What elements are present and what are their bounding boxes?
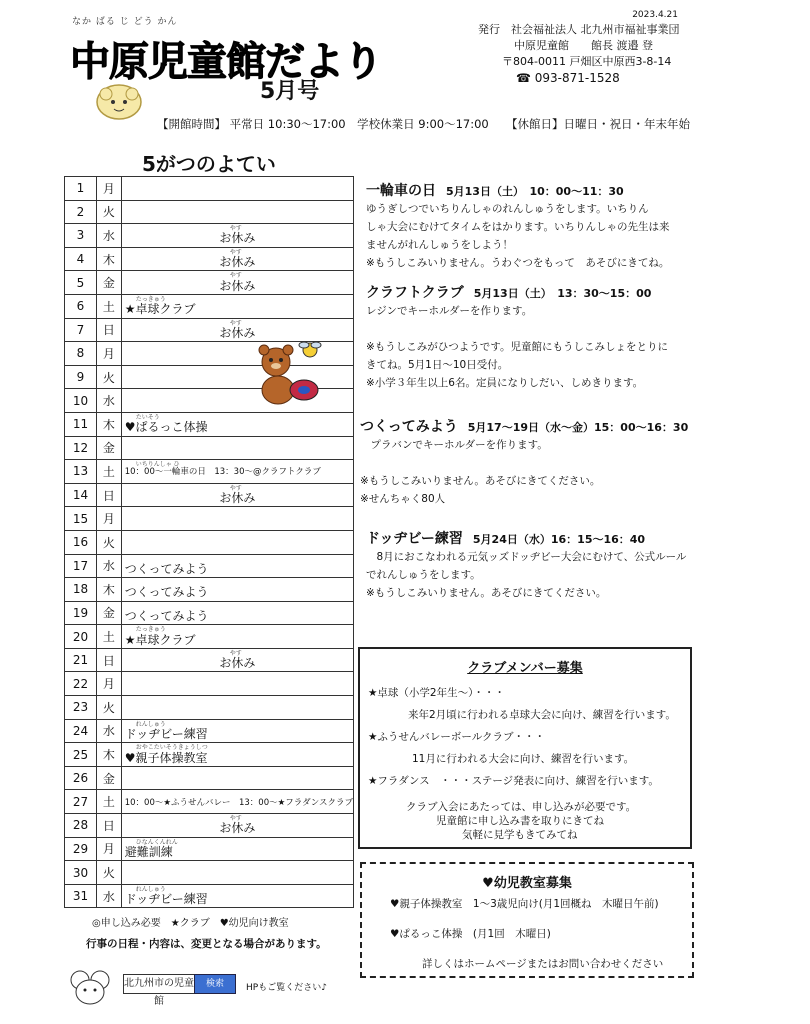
schedule-event: ドッヂビー練習 bbox=[124, 892, 208, 907]
schedule-day: 19 bbox=[65, 601, 97, 625]
section-line bbox=[366, 320, 706, 338]
schedule-weekday: 土 bbox=[96, 790, 121, 814]
schedule-row bbox=[65, 460, 354, 484]
section-body bbox=[366, 302, 706, 392]
schedule-event-cell bbox=[121, 766, 353, 790]
section-line: レジンでキーホルダーを作ります。 bbox=[366, 305, 533, 317]
schedule-event-cell bbox=[121, 837, 353, 861]
schedule-event-cell bbox=[121, 648, 353, 672]
section-body bbox=[360, 436, 706, 508]
schedule-day: 27 bbox=[65, 790, 97, 814]
schedule-event-cell bbox=[121, 177, 353, 201]
schedule-event: 10：00～一輪車の日 13：30～@クラフトクラブ bbox=[124, 467, 321, 478]
schedule-event-cell bbox=[121, 696, 353, 720]
schedule-row bbox=[65, 294, 354, 318]
club-recruit-box bbox=[358, 647, 692, 849]
schedule-day: 25 bbox=[65, 743, 97, 767]
schedule-legend: ◎申し込み必要 ★クラブ ♥幼児向け教室 bbox=[92, 918, 289, 929]
schedule-day: 15 bbox=[65, 507, 97, 531]
section-date: 5月24日（水）16：15～16：40 bbox=[472, 533, 646, 546]
schedule-event bbox=[122, 445, 353, 450]
schedule-day: 26 bbox=[65, 766, 97, 790]
schedule-weekday: 土 bbox=[96, 625, 121, 649]
event-ruby: たっきゅう bbox=[135, 295, 166, 303]
schedule-day: 22 bbox=[65, 672, 97, 696]
schedule-row bbox=[65, 530, 354, 554]
schedule-day: 20 bbox=[65, 625, 97, 649]
schedule-weekday: 水 bbox=[96, 224, 121, 248]
schedule-title: 5がつのよてい bbox=[142, 152, 276, 176]
schedule-row bbox=[65, 554, 354, 578]
schedule-day: 4 bbox=[65, 247, 97, 271]
schedule-event-cell bbox=[121, 294, 353, 318]
schedule-event: お休み bbox=[219, 278, 256, 293]
section-line: きてね。5月1日～10日受付。 bbox=[366, 359, 509, 371]
schedule-note: 行事の日程・内容は、変更となる場合があります。 bbox=[86, 938, 327, 950]
schedule-day: 16 bbox=[65, 530, 97, 554]
schedule-row bbox=[65, 648, 354, 672]
schedule-event-cell bbox=[121, 861, 353, 885]
schedule-event: ドッヂビー練習 bbox=[124, 726, 208, 741]
schedule-event bbox=[122, 209, 353, 214]
section-date: 5月17～19日（水～金）15：00～16：30 bbox=[467, 421, 689, 434]
event-ruby: やす bbox=[229, 319, 242, 327]
schedule-weekday: 水 bbox=[96, 884, 121, 908]
schedule-weekday: 水 bbox=[96, 719, 121, 743]
section-line: ※もうしこみいりません。あそびにきてください。 bbox=[360, 475, 601, 487]
section-line: ※もうしこみいりません。あそびにきてください。 bbox=[366, 587, 607, 599]
schedule-event-cell bbox=[121, 578, 353, 602]
schedule-event bbox=[122, 516, 353, 521]
schedule-event-cell bbox=[121, 672, 353, 696]
sheep-mascot-icon bbox=[94, 80, 144, 122]
schedule-row bbox=[65, 766, 354, 790]
schedule-weekday: 月 bbox=[96, 342, 121, 366]
schedule-day: 3 bbox=[65, 224, 97, 248]
schedule-event-cell bbox=[121, 601, 353, 625]
schedule-weekday: 日 bbox=[96, 648, 121, 672]
newsletter-title: 中原児童館だより bbox=[70, 39, 382, 85]
section-line: プラバンでキーホルダーを作ります。 bbox=[360, 439, 548, 451]
schedule-event: お休み bbox=[219, 491, 256, 506]
event-ruby: やす bbox=[229, 649, 242, 657]
schedule-event-cell bbox=[121, 460, 353, 484]
schedule-event bbox=[122, 186, 353, 191]
event-ruby: たっきゅう bbox=[135, 626, 166, 634]
club-note: クラブ入会にあたっては、申し込みが必要です。 bbox=[406, 801, 637, 813]
schedule-event-cell bbox=[121, 200, 353, 224]
schedule-weekday: 金 bbox=[96, 436, 121, 460]
section-line: ※もうしこみいりません。うわぐつをもって あそびにきてね。 bbox=[366, 257, 670, 269]
schedule-weekday: 火 bbox=[96, 530, 121, 554]
section-line bbox=[360, 454, 706, 472]
schedule-event: お休み bbox=[219, 231, 256, 246]
section-line: ※小学３年生以上6名。定員になりしだい、しめきります。 bbox=[366, 377, 644, 389]
schedule-event-cell bbox=[121, 483, 353, 507]
schedule-weekday: 水 bbox=[96, 554, 121, 578]
schedule-row bbox=[65, 200, 354, 224]
schedule-row bbox=[65, 625, 354, 649]
schedule-event: ★卓球クラブ bbox=[124, 632, 196, 647]
kids-note: 詳しくはホームページまたはお問い合わせください bbox=[422, 958, 664, 970]
schedule-event: ♥親子体操教室 bbox=[124, 750, 208, 765]
schedule-event-cell bbox=[121, 884, 353, 908]
schedule-day: 2 bbox=[65, 200, 97, 224]
schedule-row bbox=[65, 578, 354, 602]
schedule-weekday: 金 bbox=[96, 271, 121, 295]
schedule-event: つくってみよう bbox=[124, 608, 209, 623]
section-title: クラフトクラブ bbox=[366, 285, 464, 301]
kids-item: ♥親子体操教室 1～3歳児向け(月1回概ね 木曜日午前) bbox=[390, 898, 659, 910]
schedule-day: 13 bbox=[65, 460, 97, 484]
club-note: 気軽に見学もきてみてね bbox=[462, 829, 578, 841]
schedule-day: 11 bbox=[65, 412, 97, 436]
phone-icon: ☎ bbox=[516, 71, 535, 85]
schedule-day: 10 bbox=[65, 389, 97, 413]
schedule-day: 7 bbox=[65, 318, 97, 342]
schedule-row bbox=[65, 884, 354, 908]
publisher-line: 発行 社会福祉法人 北九州市福祉事業団 bbox=[478, 23, 680, 36]
schedule-day: 12 bbox=[65, 436, 97, 460]
schedule-day: 6 bbox=[65, 294, 97, 318]
schedule-day: 23 bbox=[65, 696, 97, 720]
schedule-row bbox=[65, 743, 354, 767]
opening-hours: 【開館時間】 平常日 10:30～17:00 学校休業日 9:00～17:00 【休館日】日曜日・祝日・年末年始 bbox=[157, 117, 690, 131]
schedule-event: お休み bbox=[219, 325, 256, 340]
section-line: でれんしゅうをします。 bbox=[366, 569, 481, 581]
schedule-row bbox=[65, 719, 354, 743]
section-tsukutte bbox=[360, 416, 706, 508]
schedule-weekday: 月 bbox=[96, 507, 121, 531]
schedule-event bbox=[122, 681, 353, 686]
section-body bbox=[366, 200, 706, 272]
schedule-weekday: 火 bbox=[96, 200, 121, 224]
schedule-table bbox=[64, 176, 354, 908]
section-date: 5月13日（土） 10：00～11：30 bbox=[446, 185, 624, 198]
club-item-desc: 来年2月頃に行われる卓球大会に向け、練習を行います。 bbox=[408, 709, 676, 721]
schedule-weekday: 月 bbox=[96, 177, 121, 201]
schedule-row bbox=[65, 672, 354, 696]
schedule-day: 5 bbox=[65, 271, 97, 295]
schedule-event: ♥ぱるっこ体操 bbox=[124, 420, 208, 435]
club-item: ★卓球（小学2年生～）・・・ bbox=[368, 687, 505, 699]
schedule-event: 避難訓練 bbox=[124, 844, 173, 859]
schedule-row bbox=[65, 224, 354, 248]
section-line: しゃ大会にむけてタイムをはかります。いちりんしゃの先生は来 bbox=[366, 221, 670, 233]
schedule-day: 28 bbox=[65, 814, 97, 838]
event-ruby: れんしゅう bbox=[135, 885, 166, 893]
schedule-weekday: 火 bbox=[96, 696, 121, 720]
schedule-row bbox=[65, 696, 354, 720]
event-ruby: たいそう bbox=[135, 413, 160, 421]
schedule-weekday: 月 bbox=[96, 837, 121, 861]
schedule-day: 18 bbox=[65, 578, 97, 602]
schedule-weekday: 日 bbox=[96, 318, 121, 342]
schedule-row bbox=[65, 837, 354, 861]
kids-class-box bbox=[360, 862, 694, 978]
hp-text: HPもご覧ください♪ bbox=[246, 983, 327, 993]
schedule-event: ★卓球クラブ bbox=[124, 302, 196, 317]
schedule-weekday: 木 bbox=[96, 743, 121, 767]
schedule-row bbox=[65, 436, 354, 460]
schedule-row bbox=[65, 601, 354, 625]
section-title: つくってみよう bbox=[360, 419, 458, 435]
event-ruby: やす bbox=[229, 225, 242, 233]
schedule-weekday: 火 bbox=[96, 365, 121, 389]
publisher-line: 中原児童館 館長 渡邉 登 bbox=[514, 39, 653, 52]
club-item-desc: 11月に行われる大会に向け、練習を行います。 bbox=[412, 753, 635, 765]
schedule-event-cell bbox=[121, 247, 353, 271]
schedule-row bbox=[65, 483, 354, 507]
event-ruby: やす bbox=[229, 272, 242, 280]
schedule-day: 8 bbox=[65, 342, 97, 366]
schedule-weekday: 日 bbox=[96, 814, 121, 838]
schedule-event-cell bbox=[121, 554, 353, 578]
schedule-day: 31 bbox=[65, 884, 97, 908]
schedule-day: 21 bbox=[65, 648, 97, 672]
schedule-event-cell bbox=[121, 436, 353, 460]
section-date: 5月13日（土） 13：30～15：00 bbox=[473, 287, 652, 300]
schedule-event-cell bbox=[121, 271, 353, 295]
schedule-event-cell bbox=[121, 814, 353, 838]
schedule-event-cell bbox=[121, 719, 353, 743]
schedule-row bbox=[65, 177, 354, 201]
schedule-event-cell bbox=[121, 507, 353, 531]
schedule-event-cell bbox=[121, 530, 353, 554]
schedule-event: お休み bbox=[219, 656, 256, 671]
schedule-event bbox=[122, 776, 353, 781]
section-line: ませんがれんしゅうをしよう！ bbox=[366, 239, 513, 251]
bear-bee-illustration-icon bbox=[252, 338, 330, 416]
schedule-row bbox=[65, 790, 354, 814]
issue-label: 5月号 bbox=[260, 79, 320, 104]
issue-date: 2023.4.21 bbox=[632, 10, 678, 20]
schedule-day: 1 bbox=[65, 177, 97, 201]
schedule-weekday: 木 bbox=[96, 247, 121, 271]
schedule-row bbox=[65, 271, 354, 295]
club-item: ★フラダンス ・・・ステージ発表に向け、練習を行います。 bbox=[368, 775, 659, 787]
schedule-row bbox=[65, 814, 354, 838]
section-title: ドッヂビー練習 bbox=[366, 531, 463, 547]
schedule-weekday: 金 bbox=[96, 601, 121, 625]
schedule-weekday: 木 bbox=[96, 412, 121, 436]
section-line: ※もうしこみがひつようです。児童館にもうしこみしょをとりに bbox=[366, 341, 668, 353]
schedule-row bbox=[65, 247, 354, 271]
schedule-day: 9 bbox=[65, 365, 97, 389]
kids-item: ♥ぱるっこ体操 (月1回 木曜日) bbox=[390, 928, 551, 940]
schedule-event bbox=[122, 540, 353, 545]
section-line: ゆうぎしつでいちりんしゃのれんしゅうをします。いちりん bbox=[366, 203, 649, 215]
kids-box-title: ♥幼児教室募集 bbox=[482, 876, 572, 891]
schedule-row bbox=[65, 861, 354, 885]
schedule-weekday: 土 bbox=[96, 294, 121, 318]
schedule-day: 29 bbox=[65, 837, 97, 861]
event-ruby: いちりんしゃ ひ bbox=[135, 461, 180, 469]
schedule-event-cell bbox=[121, 224, 353, 248]
club-box-title: クラブメンバー募集 bbox=[467, 661, 583, 676]
club-note: 児童館に申し込み書を取りにきてね bbox=[436, 815, 604, 827]
schedule-event: お休み bbox=[219, 255, 256, 270]
section-line: 8月におこなわれる元気ッズドッヂビー大会にむけて、公式ルール bbox=[366, 551, 687, 563]
event-ruby: やす bbox=[229, 248, 242, 256]
schedule-weekday: 火 bbox=[96, 861, 121, 885]
event-ruby: れんしゅう bbox=[135, 720, 166, 728]
schedule-event bbox=[122, 705, 353, 710]
event-ruby: おやこたいそうきょうしつ bbox=[135, 744, 208, 752]
schedule-weekday: 月 bbox=[96, 672, 121, 696]
event-ruby: やす bbox=[229, 484, 242, 492]
section-craft bbox=[366, 282, 706, 392]
section-title: 一輪車の日 bbox=[366, 183, 436, 199]
schedule-weekday: 土 bbox=[96, 460, 121, 484]
schedule-day: 14 bbox=[65, 483, 97, 507]
section-dodgebee bbox=[366, 528, 706, 602]
publisher-phone: 093-871-1528 bbox=[534, 71, 620, 85]
section-line: ※せんちゃく80人 bbox=[360, 493, 446, 505]
schedule-event-cell bbox=[121, 743, 353, 767]
schedule-event bbox=[122, 870, 353, 875]
hp-search-box[interactable]: 北九州市の児童館 bbox=[123, 974, 195, 994]
schedule-weekday: 日 bbox=[96, 483, 121, 507]
schedule-day: 24 bbox=[65, 719, 97, 743]
schedule-event: 10：00～★ふうせんバレー 13：00～★フラダンスクラブ bbox=[124, 797, 353, 808]
schedule-event: お休み bbox=[219, 821, 256, 836]
schedule-event: つくってみよう bbox=[124, 585, 209, 600]
section-body bbox=[366, 548, 706, 602]
publisher-address: 〒804-0011 戸畑区中原西3-8-14 bbox=[502, 55, 672, 68]
title-ruby: なか ばる じ どう かん bbox=[72, 17, 178, 27]
mouse-mascot-icon bbox=[62, 966, 118, 1008]
club-item: ★ふうせんバレーボールクラブ・・・ bbox=[368, 731, 545, 743]
schedule-day: 17 bbox=[65, 554, 97, 578]
schedule-weekday: 木 bbox=[96, 578, 121, 602]
event-ruby: やす bbox=[229, 815, 242, 823]
schedule-event-cell bbox=[121, 625, 353, 649]
schedule-row bbox=[65, 507, 354, 531]
schedule-event: つくってみよう bbox=[124, 561, 209, 576]
schedule-event-cell bbox=[121, 790, 353, 814]
schedule-weekday: 金 bbox=[96, 766, 121, 790]
schedule-day: 30 bbox=[65, 861, 97, 885]
schedule-weekday: 水 bbox=[96, 389, 121, 413]
publisher-info bbox=[478, 22, 680, 86]
section-unicycle bbox=[366, 180, 706, 272]
hp-search-button[interactable]: 検索 bbox=[194, 974, 236, 994]
event-ruby: ひなんくんれん bbox=[135, 838, 178, 846]
